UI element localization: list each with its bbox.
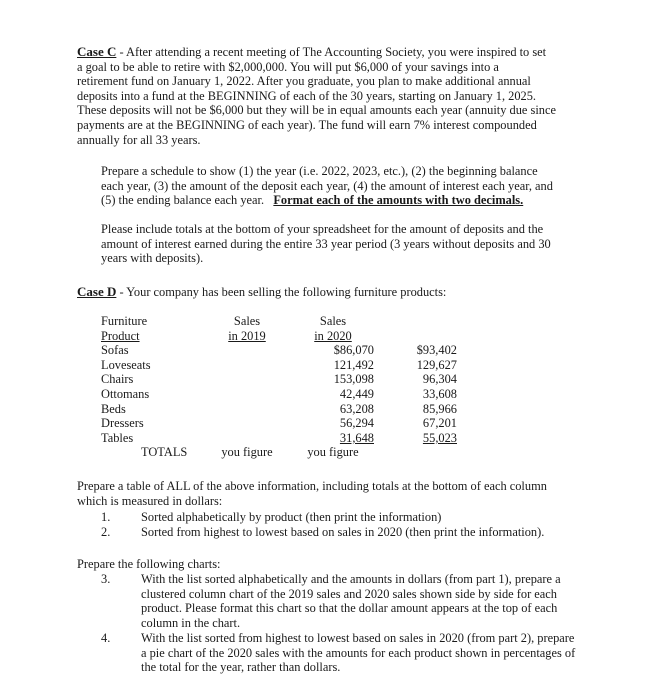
- col-header-2019-line-2: in 2019: [228, 328, 266, 343]
- list-item-text: the total for the year, rather than dollars.: [141, 660, 341, 675]
- col-header-2019: [217, 314, 277, 343]
- charts-heading: Prepare the following charts:: [77, 557, 221, 571]
- table-row: [101, 431, 501, 445]
- list-item-text: Sorted alphabetically by product (then print the information): [141, 510, 442, 524]
- sales-2019-cell: 153,098: [333, 372, 374, 387]
- list-item-number: 2.: [101, 525, 111, 539]
- col-header-2020-line-2: in 2020: [314, 328, 352, 343]
- sales-2019-cell: 42,449: [339, 387, 374, 401]
- sales-2019-cell: 31,648: [339, 430, 374, 445]
- case-d-intro: [77, 285, 446, 300]
- sales-2019-cell: 56,294: [339, 416, 374, 431]
- col-header-product-line-2: Product: [101, 328, 140, 343]
- col-header-2020-line-1: Sales: [319, 314, 347, 328]
- totals-line-1: amount of interest earned during the entire 33 year period (3 years without deposits and 30: [101, 236, 551, 251]
- case-c-line-6: annually for all 33 years.: [77, 132, 201, 147]
- sales-2020-cell: 129,627: [416, 357, 457, 372]
- product-cell: Dressers: [101, 416, 144, 431]
- list-item-text: clustered column chart of the 2019 sales and 2020 sales shown side by side for each: [141, 586, 558, 601]
- schedule-line-1: each year, (3) the amount of the deposit each year, (4) the amount of interest each year, and: [101, 178, 553, 193]
- sales-2020-cell: 33,608: [422, 387, 457, 401]
- furniture-sales-table: [101, 314, 501, 464]
- product-cell: Ottomans: [101, 387, 150, 401]
- product-cell: Tables: [101, 430, 134, 445]
- case-c-line-1: a goal to be able to retire with $2,000,000. You will put $6,000 of your savings into a: [77, 59, 499, 74]
- list-item-text: With the list sorted from highest to lowest based on sales in 2020 (from part 2), prepare: [141, 631, 575, 645]
- product-cell: Sofas: [101, 343, 129, 358]
- table-row: [101, 372, 501, 386]
- table-row: [101, 358, 501, 372]
- col-header-2019-line-1: Sales: [233, 314, 261, 328]
- totals-row: [101, 445, 501, 459]
- prepare-line-1: which is measured in dollars:: [77, 493, 223, 508]
- case-c-line-5: payments are at the BEGINNING of each year). The fund will earn 7% interest compounded: [77, 118, 537, 132]
- case-c-first-line: [77, 45, 546, 60]
- case-c-line-2: retirement fund on January 1, 2022. After you graduate, you plan to make additional annual: [77, 74, 531, 89]
- totals-line-2: years with deposits).: [101, 251, 204, 266]
- schedule-line-2-text: (5) the ending balance each year.: [101, 193, 274, 208]
- case-d-heading: Case D: [77, 284, 117, 299]
- sales-2020-cell: 67,201: [422, 416, 457, 431]
- case-d-intro-text: - Your company has been selling the following furniture products:: [116, 285, 447, 299]
- case-c-line-3: deposits into a fund at the BEGINNING of each of the 30 years, starting on January 1, 2025.: [77, 88, 537, 103]
- sales-2020-cell: 96,304: [422, 372, 457, 387]
- case-c-line-4: These deposits will not be $6,000 but they will be in equal amounts each year (annuity due since: [77, 103, 556, 118]
- col-header-product-line-1: Furniture: [101, 314, 148, 328]
- product-cell: Chairs: [101, 372, 134, 387]
- list-item-number: 4.: [101, 631, 111, 645]
- sales-2020-cell: $93,402: [416, 343, 457, 358]
- list-item-number: 1.: [101, 510, 111, 524]
- table-row: [101, 402, 501, 416]
- sales-2020-cell: 85,966: [422, 401, 457, 416]
- table-row: [101, 416, 501, 430]
- col-header-2020: [301, 314, 365, 343]
- schedule-format-note: Format each of the amounts with two decimals.: [273, 193, 524, 208]
- totals-label: TOTALS: [141, 445, 188, 460]
- list-item-text: product. Please format this chart so that the dollar amount appears at the top of each: [141, 601, 558, 616]
- table-row: [101, 343, 501, 357]
- list-item-number: 3.: [101, 572, 111, 586]
- prepare-line-0: Prepare a table of ALL of the above information, including totals at the bottom of each column: [77, 479, 547, 493]
- sales-2019-cell: 63,208: [339, 401, 374, 416]
- product-cell: Loveseats: [101, 357, 151, 372]
- case-c-heading: Case C: [77, 44, 117, 59]
- list-item-text: a pie chart of the 2020 sales with the amounts for each product shown in percentages of: [141, 645, 576, 660]
- list-item-text: Sorted from highest to lowest based on sales in 2020 (then print the information).: [141, 525, 545, 539]
- sales-2020-cell: 55,023: [422, 430, 457, 445]
- totals-2020-cell: you figure: [307, 445, 359, 460]
- schedule-line-2: [101, 193, 523, 208]
- sales-2019-cell: $86,070: [333, 343, 374, 358]
- list-item-text: With the list sorted alphabetically and the amounts in dollars (from part 1), prepare a: [141, 572, 561, 586]
- product-cell: Beds: [101, 401, 126, 416]
- schedule-line-0: Prepare a schedule to show (1) the year (i.e. 2022, 2023, etc.), (2) the beginning balance: [101, 164, 538, 178]
- list-item-text: column in the chart.: [141, 615, 241, 630]
- sales-2019-cell: 121,492: [333, 357, 374, 372]
- case-c-line-0: - After attending a recent meeting of The Accounting Society, you were inspired to set: [116, 45, 547, 59]
- table-row: [101, 387, 501, 401]
- totals-line-0: Please include totals at the bottom of your spreadsheet for the amount of deposits and the: [101, 222, 544, 236]
- totals-2019-cell: you figure: [221, 445, 273, 460]
